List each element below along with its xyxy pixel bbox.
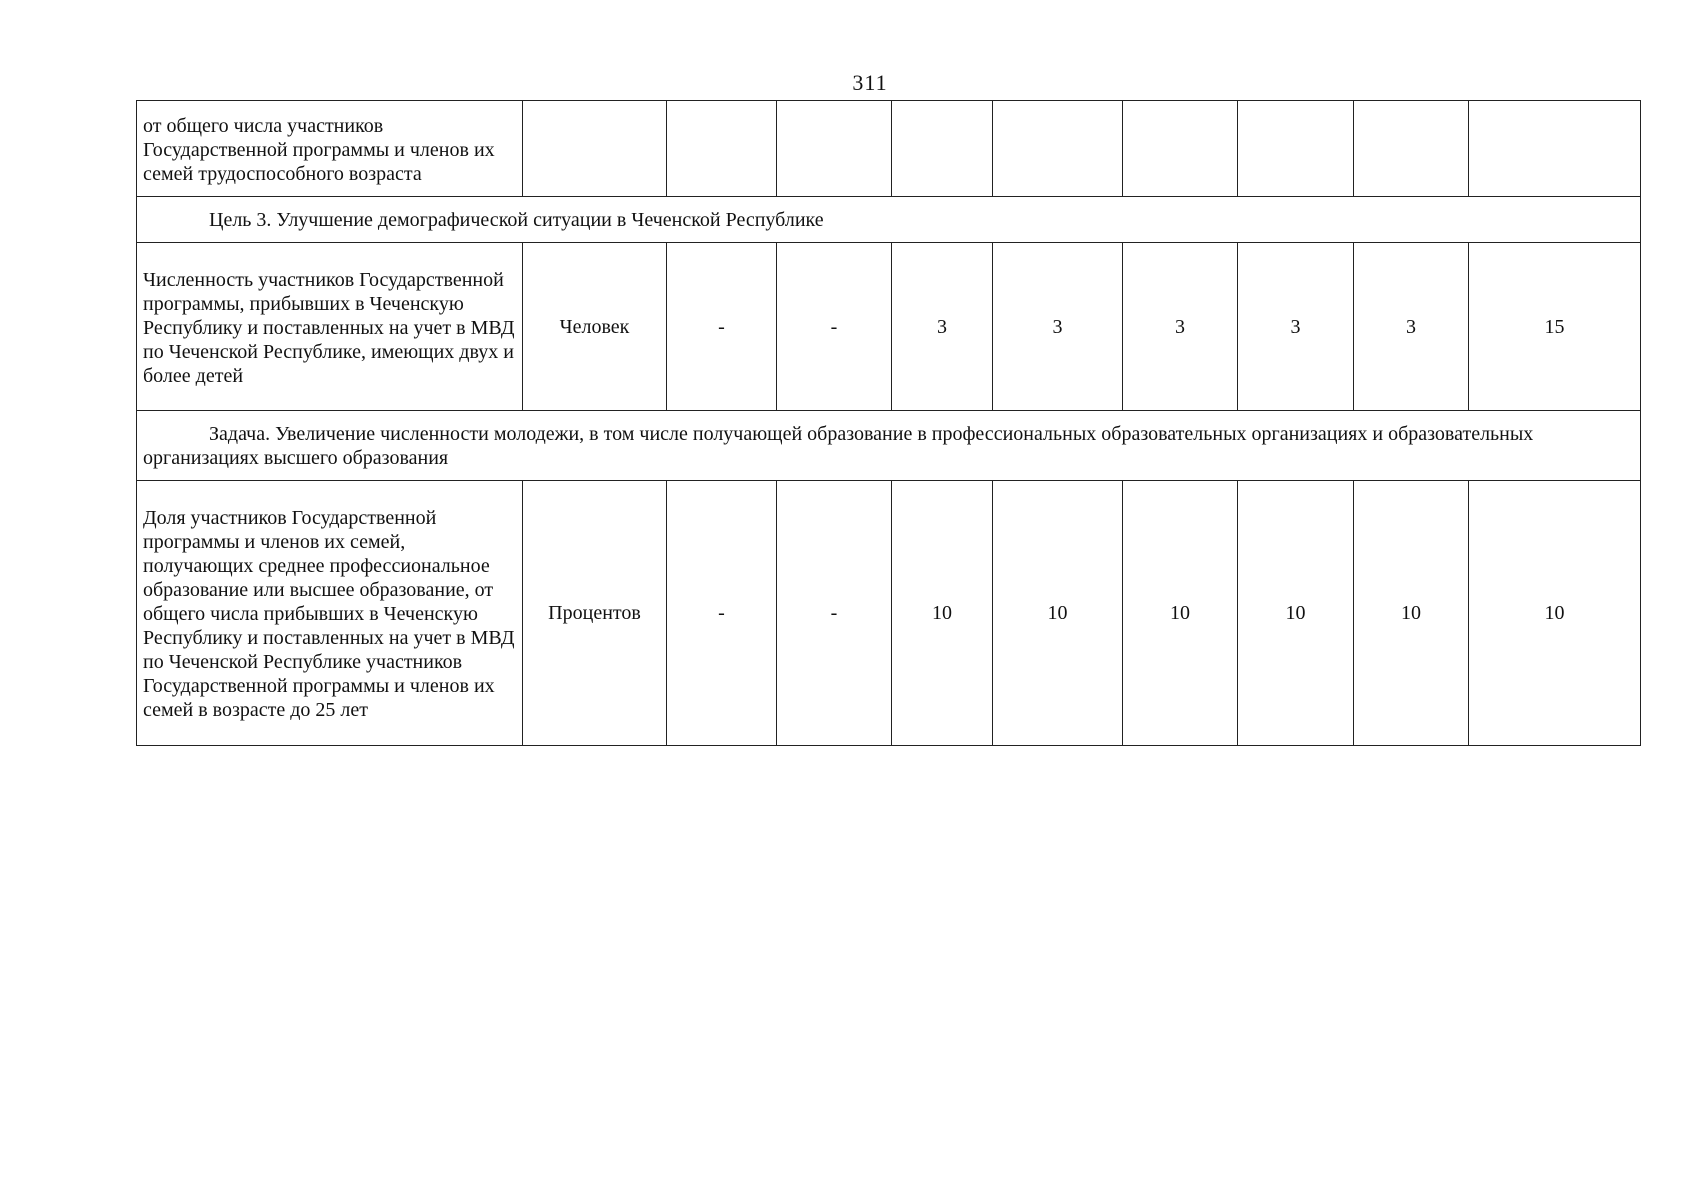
indicators-table [136, 100, 1641, 746]
value-cell: 15 [1469, 243, 1641, 411]
unit-cell [523, 101, 667, 197]
section-row [137, 411, 1641, 481]
value-cell: 3 [1123, 243, 1238, 411]
indicator-name: от общего числа участников Государственной программы и членов их семей трудоспособного возраста [137, 101, 523, 197]
value-cell: 10 [1469, 481, 1641, 746]
indicator-name: Численность участников Государственной программы, прибывших в Чеченскую Республику и поставленных на учет в МВД по Чеченской Республике, имеющих двух и более детей [137, 243, 523, 411]
section-header-text: Цель 3. Улучшение демографической ситуации в Чеченской Республике [209, 208, 824, 231]
section-header [137, 411, 1641, 481]
value-cell: - [777, 481, 892, 746]
value-cell: - [667, 481, 777, 746]
value-cell: 3 [993, 243, 1123, 411]
value-cell [1238, 101, 1354, 197]
value-cell [667, 101, 777, 197]
value-cell: 10 [892, 481, 993, 746]
section-row [137, 197, 1641, 243]
value-cell [777, 101, 892, 197]
table-row [137, 101, 1641, 197]
value-cell: 10 [993, 481, 1123, 746]
section-header-text: Задача. Увеличение численности молодежи, в том числе получающей образование в профессиональных образовательных организациях и образовательных организациях высшего образования [143, 422, 1534, 469]
value-cell: 10 [1238, 481, 1354, 746]
unit-cell: Процентов [523, 481, 667, 746]
section-header [137, 197, 1641, 243]
value-cell: - [667, 243, 777, 411]
indicator-name: Доля участников Государственной программы и членов их семей, получающих среднее профессиональное образование или высшее образование, от общего числа прибывших в Чеченскую Республику и поставленных на учет в МВД по Чеченской Республике участников Государственной программы и членов их семей в возрасте до 25 лет [137, 481, 523, 746]
value-cell [993, 101, 1123, 197]
value-cell [1354, 101, 1469, 197]
value-cell [892, 101, 993, 197]
table-row [137, 481, 1641, 746]
value-cell: 3 [1238, 243, 1354, 411]
value-cell [1469, 101, 1641, 197]
value-cell: 10 [1354, 481, 1469, 746]
value-cell: 3 [892, 243, 993, 411]
unit-cell: Человек [523, 243, 667, 411]
value-cell [1123, 101, 1238, 197]
value-cell: - [777, 243, 892, 411]
table-row [137, 243, 1641, 411]
value-cell: 10 [1123, 481, 1238, 746]
page-number: 311 [852, 70, 888, 95]
value-cell: 3 [1354, 243, 1469, 411]
